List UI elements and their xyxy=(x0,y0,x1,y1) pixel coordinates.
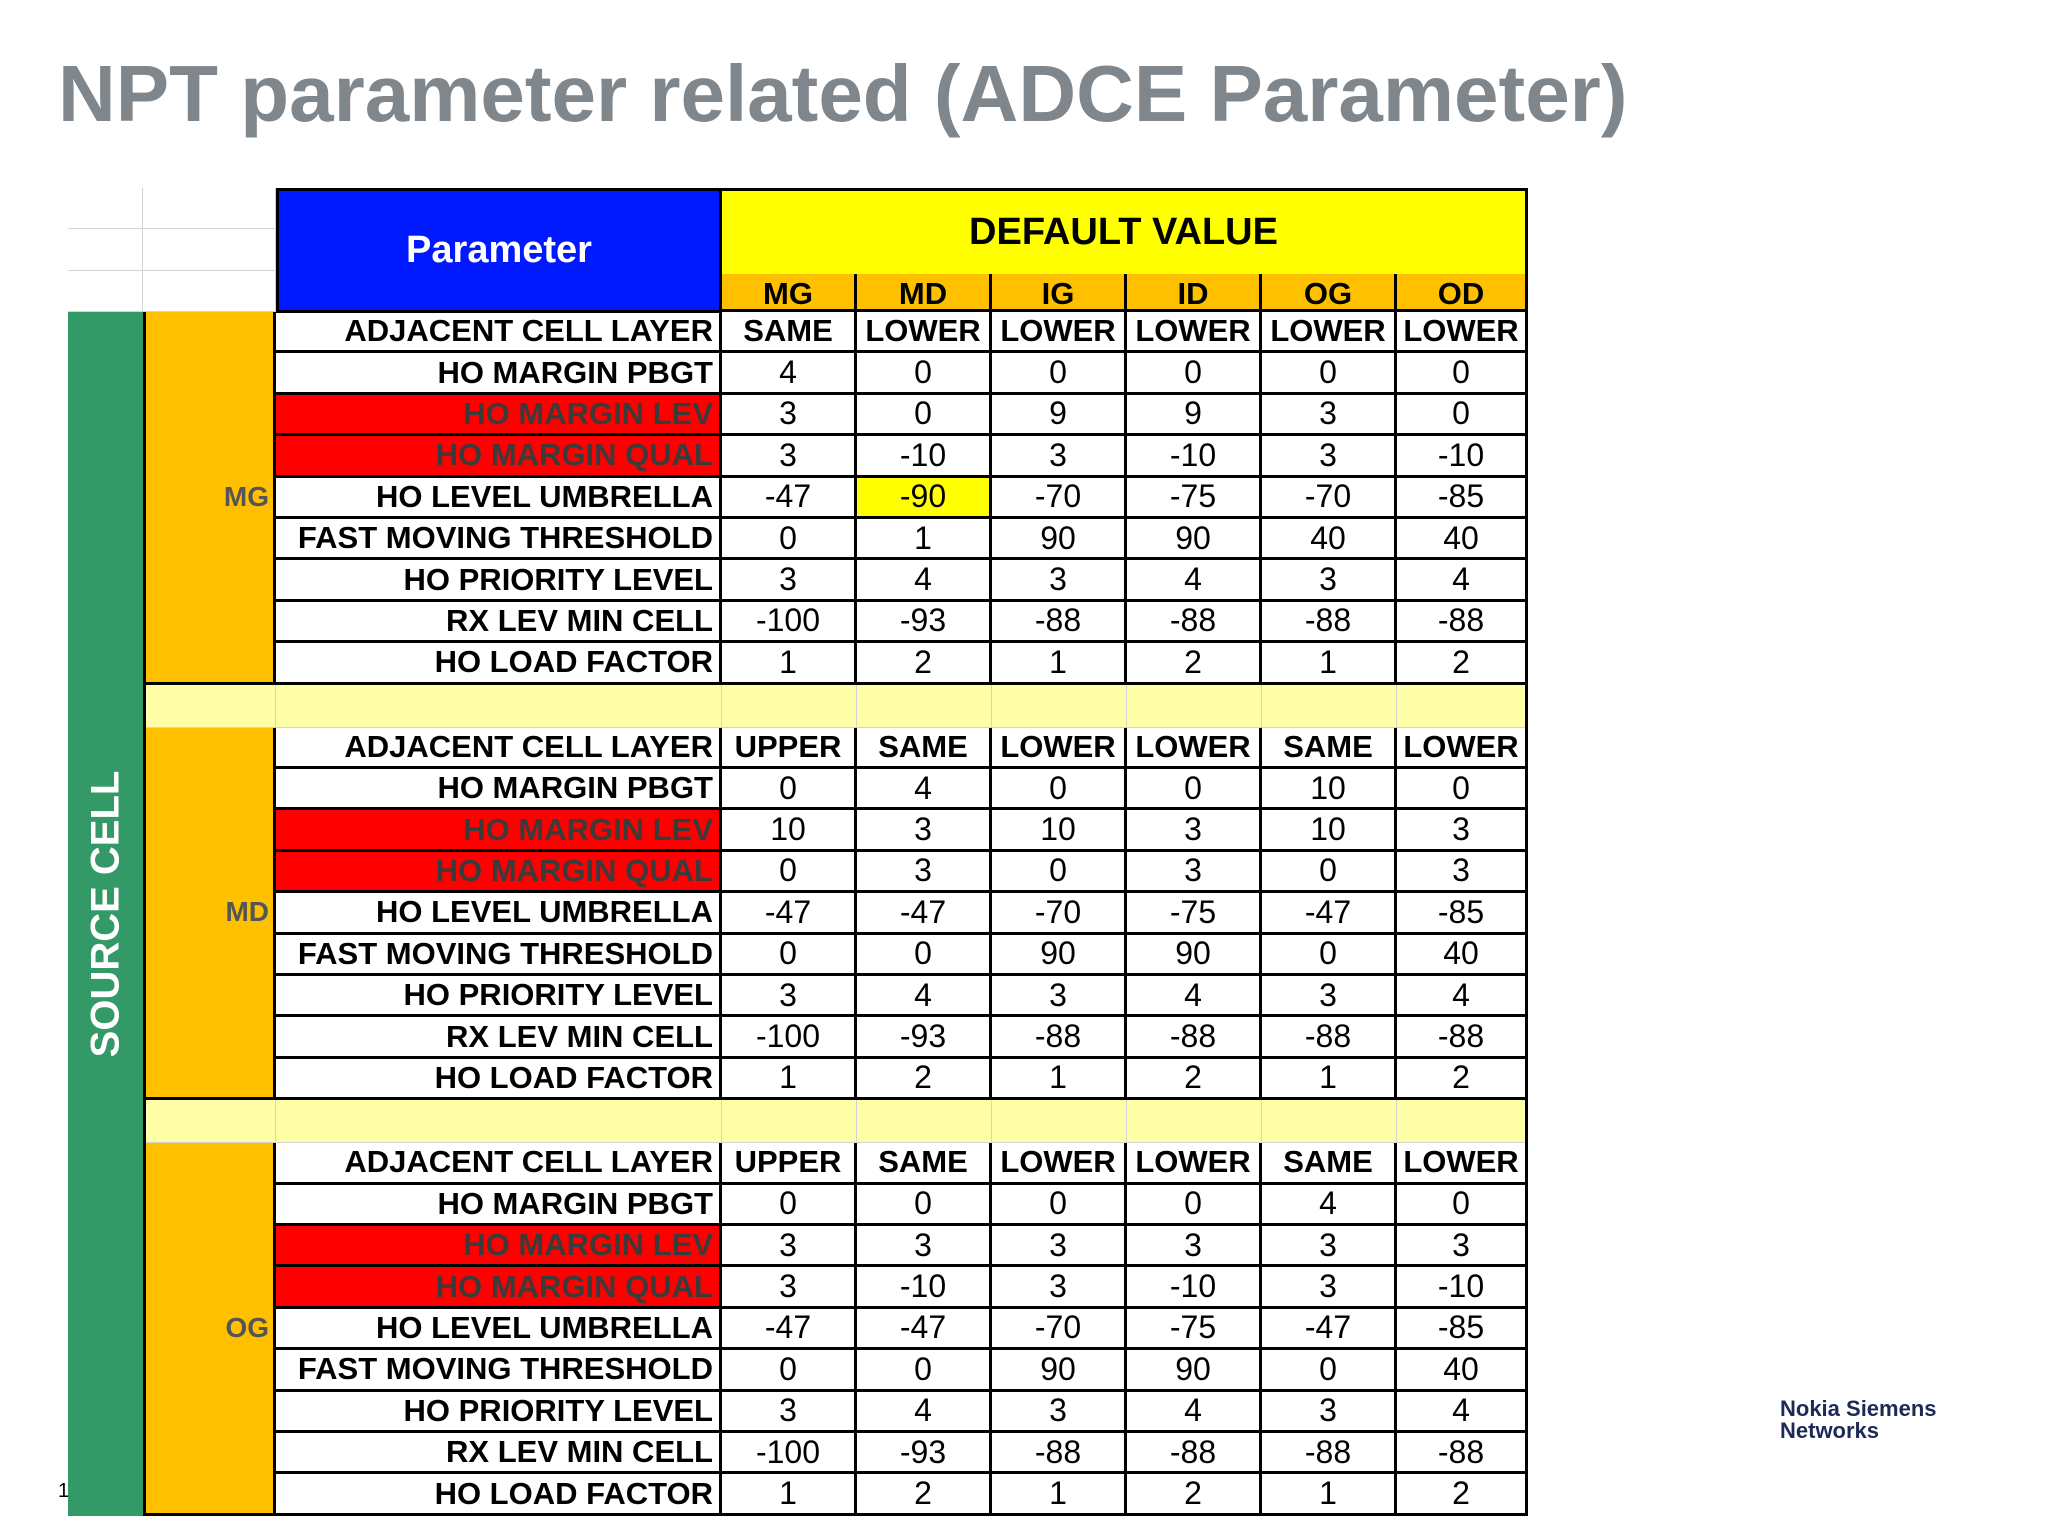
separator-cell xyxy=(1397,1100,1528,1143)
row-label: HO MARGIN PBGT xyxy=(276,769,722,810)
value-cell: 40 xyxy=(1397,519,1528,560)
value-cell: 90 xyxy=(992,935,1127,976)
value-cell: 0 xyxy=(1262,935,1397,976)
value-cell: -88 xyxy=(1127,602,1262,643)
row-label: HO LEVEL UMBRELLA xyxy=(276,893,722,934)
value-cell: 2 xyxy=(1127,1059,1262,1100)
value-cell: 4 xyxy=(1397,976,1528,1017)
value-cell: -85 xyxy=(1397,478,1528,519)
value-cell: 0 xyxy=(857,1350,992,1391)
value-cell: 3 xyxy=(1262,1392,1397,1433)
group-label-md: MD xyxy=(143,728,276,1101)
source-cell-column xyxy=(68,312,146,1516)
value-cell: 0 xyxy=(992,769,1127,810)
value-cell: SAME xyxy=(1262,728,1397,769)
value-cell: SAME xyxy=(1262,1143,1397,1184)
value-cell: -70 xyxy=(1262,478,1397,519)
value-cell: -70 xyxy=(992,1309,1127,1350)
separator-cell xyxy=(276,685,722,728)
page-number: 1 xyxy=(58,1480,70,1502)
value-cell: LOWER xyxy=(1397,1143,1528,1184)
value-cell: SAME xyxy=(722,312,857,353)
value-cell: 0 xyxy=(722,1350,857,1391)
value-cell: -47 xyxy=(722,1309,857,1350)
row-label: HO PRIORITY LEVEL xyxy=(276,976,722,1017)
row-label: HO MARGIN PBGT xyxy=(276,1185,722,1226)
value-cell: 9 xyxy=(1127,395,1262,436)
logo-line-2: Networks xyxy=(1780,1418,1880,1443)
slide-title: NPT parameter related (ADCE Parameter) xyxy=(58,49,1628,138)
value-cell: 3 xyxy=(1262,395,1397,436)
row-label: FAST MOVING THRESHOLD xyxy=(276,519,722,560)
value-cell: 3 xyxy=(722,1392,857,1433)
value-cell: 3 xyxy=(857,1226,992,1267)
value-cell: LOWER xyxy=(992,1143,1127,1184)
value-cell: 0 xyxy=(1397,353,1528,394)
column-header-ig: IG xyxy=(992,274,1127,312)
separator-cell xyxy=(276,1100,722,1143)
separator-cell xyxy=(722,1100,857,1143)
value-cell: LOWER xyxy=(1397,728,1528,769)
group-label-og: OG xyxy=(143,1143,276,1516)
company-logo xyxy=(1765,1390,2005,1520)
value-cell: 4 xyxy=(857,1392,992,1433)
value-cell: 10 xyxy=(992,810,1127,851)
row-label: RX LEV MIN CELL xyxy=(276,1017,722,1058)
value-cell: 90 xyxy=(1127,519,1262,560)
row-label: HO LOAD FACTOR xyxy=(276,1474,722,1515)
separator-cell xyxy=(992,1100,1127,1143)
value-cell: 1 xyxy=(722,1474,857,1515)
empty-grid-cell xyxy=(68,188,143,229)
separator-cell xyxy=(1262,1100,1397,1143)
value-cell: 3 xyxy=(1262,560,1397,601)
value-cell: 90 xyxy=(1127,935,1262,976)
separator-cell xyxy=(1262,685,1397,728)
value-cell: LOWER xyxy=(992,312,1127,353)
value-cell: -10 xyxy=(1397,436,1528,477)
value-cell: 1 xyxy=(722,643,857,684)
value-cell: 3 xyxy=(722,1267,857,1308)
value-cell: LOWER xyxy=(1127,312,1262,353)
value-cell: 9 xyxy=(992,395,1127,436)
value-cell: 0 xyxy=(857,935,992,976)
value-cell: 0 xyxy=(722,935,857,976)
value-cell: 90 xyxy=(1127,1350,1262,1391)
row-label: HO MARGIN PBGT xyxy=(276,353,722,394)
row-label: HO MARGIN QUAL xyxy=(276,1267,722,1308)
value-cell: -10 xyxy=(1127,1267,1262,1308)
value-cell: LOWER xyxy=(1127,1143,1262,1184)
value-cell: 4 xyxy=(857,769,992,810)
value-cell: 0 xyxy=(992,353,1127,394)
value-cell: -88 xyxy=(1262,602,1397,643)
logo-text xyxy=(1780,1398,1937,1442)
row-label: ADJACENT CELL LAYER xyxy=(276,728,722,769)
value-cell: 3 xyxy=(1127,852,1262,893)
value-cell: 1 xyxy=(992,1474,1127,1515)
value-cell: 2 xyxy=(1397,643,1528,684)
value-cell: 3 xyxy=(1397,810,1528,851)
empty-grid-cell xyxy=(68,271,143,312)
value-cell: 10 xyxy=(1262,810,1397,851)
row-label: HO PRIORITY LEVEL xyxy=(276,1392,722,1433)
row-label: FAST MOVING THRESHOLD xyxy=(276,1350,722,1391)
separator-cell xyxy=(992,685,1127,728)
value-cell: 3 xyxy=(1262,1267,1397,1308)
row-label: FAST MOVING THRESHOLD xyxy=(276,935,722,976)
value-cell: LOWER xyxy=(1397,312,1528,353)
value-cell: 0 xyxy=(722,769,857,810)
row-label: HO MARGIN QUAL xyxy=(276,852,722,893)
separator-cell xyxy=(1127,1100,1262,1143)
value-cell: -88 xyxy=(992,602,1127,643)
default-value-header: DEFAULT VALUE xyxy=(722,188,1528,274)
value-cell: -47 xyxy=(857,893,992,934)
separator-cell xyxy=(1127,685,1262,728)
value-cell: -88 xyxy=(1397,1433,1528,1474)
value-cell: 2 xyxy=(1127,1474,1262,1515)
value-cell: 3 xyxy=(722,436,857,477)
value-cell: 0 xyxy=(1262,1350,1397,1391)
value-cell: 4 xyxy=(722,353,857,394)
value-cell: -70 xyxy=(992,893,1127,934)
value-cell: 3 xyxy=(1262,976,1397,1017)
value-cell: SAME xyxy=(857,728,992,769)
value-cell: 40 xyxy=(1397,1350,1528,1391)
value-cell: 0 xyxy=(1397,395,1528,436)
value-cell: 3 xyxy=(992,976,1127,1017)
parameter-header: Parameter xyxy=(276,188,722,313)
empty-grid-cell xyxy=(143,271,276,312)
value-cell: 0 xyxy=(1397,1185,1528,1226)
value-cell: 1 xyxy=(857,519,992,560)
column-header-mg: MG xyxy=(722,274,857,312)
row-label: RX LEV MIN CELL xyxy=(276,1433,722,1474)
column-header-od: OD xyxy=(1397,274,1528,312)
value-cell: 3 xyxy=(857,852,992,893)
empty-grid-cell xyxy=(143,188,276,229)
value-cell: 4 xyxy=(857,976,992,1017)
value-cell: -10 xyxy=(1127,436,1262,477)
value-cell: -88 xyxy=(1397,1017,1528,1058)
value-cell: 10 xyxy=(1262,769,1397,810)
value-cell: -88 xyxy=(1127,1433,1262,1474)
value-cell: 0 xyxy=(1127,353,1262,394)
value-cell: 3 xyxy=(1262,1226,1397,1267)
value-cell: -75 xyxy=(1127,1309,1262,1350)
value-cell: 1 xyxy=(1262,643,1397,684)
value-cell: -88 xyxy=(1262,1433,1397,1474)
empty-grid-cell xyxy=(68,229,143,270)
value-cell: LOWER xyxy=(857,312,992,353)
row-label: HO LEVEL UMBRELLA xyxy=(276,1309,722,1350)
value-cell: 4 xyxy=(857,560,992,601)
value-cell: 3 xyxy=(722,976,857,1017)
value-cell: -100 xyxy=(722,1433,857,1474)
value-cell: 2 xyxy=(857,1059,992,1100)
value-cell: 1 xyxy=(992,643,1127,684)
value-cell: 4 xyxy=(1262,1185,1397,1226)
value-cell: 0 xyxy=(992,852,1127,893)
value-cell: 40 xyxy=(1397,935,1528,976)
value-cell: -88 xyxy=(1127,1017,1262,1058)
separator-cell xyxy=(143,1100,276,1143)
value-cell: UPPER xyxy=(722,1143,857,1184)
value-cell: 3 xyxy=(1127,1226,1262,1267)
row-label: ADJACENT CELL LAYER xyxy=(276,312,722,353)
value-cell: -47 xyxy=(857,1309,992,1350)
value-cell: 3 xyxy=(1262,436,1397,477)
row-label: HO PRIORITY LEVEL xyxy=(276,560,722,601)
value-cell: 2 xyxy=(1397,1474,1528,1515)
logo-line-1: Nokia Siemens xyxy=(1780,1396,1937,1421)
value-cell: 40 xyxy=(1262,519,1397,560)
value-cell: 4 xyxy=(1127,560,1262,601)
value-cell: 3 xyxy=(1397,852,1528,893)
separator-cell xyxy=(143,685,276,728)
separator-cell xyxy=(1397,685,1528,728)
value-cell: -47 xyxy=(722,478,857,519)
value-cell: -90 xyxy=(857,478,992,519)
table-right-border xyxy=(1525,188,1528,1516)
source-cell-label: SOURCE CELL xyxy=(83,770,127,1058)
value-cell: -47 xyxy=(722,893,857,934)
value-cell: 3 xyxy=(992,1226,1127,1267)
column-header-og: OG xyxy=(1262,274,1397,312)
value-cell: 0 xyxy=(722,1185,857,1226)
value-cell: -75 xyxy=(1127,893,1262,934)
value-cell: 3 xyxy=(722,560,857,601)
row-label: HO MARGIN QUAL xyxy=(276,436,722,477)
column-header-md: MD xyxy=(857,274,992,312)
value-cell: 4 xyxy=(1127,1392,1262,1433)
empty-grid-cell xyxy=(143,229,276,270)
value-cell: 2 xyxy=(1397,1059,1528,1100)
value-cell: 0 xyxy=(722,852,857,893)
value-cell: 3 xyxy=(992,1392,1127,1433)
value-cell: 4 xyxy=(1127,976,1262,1017)
value-cell: 3 xyxy=(992,560,1127,601)
value-cell: 3 xyxy=(857,810,992,851)
value-cell: 0 xyxy=(857,1185,992,1226)
value-cell: 1 xyxy=(1262,1474,1397,1515)
value-cell: 3 xyxy=(722,1226,857,1267)
value-cell: -93 xyxy=(857,1433,992,1474)
value-cell: -100 xyxy=(722,1017,857,1058)
row-label: HO LOAD FACTOR xyxy=(276,1059,722,1100)
value-cell: -100 xyxy=(722,602,857,643)
value-cell: LOWER xyxy=(1127,728,1262,769)
value-cell: -93 xyxy=(857,1017,992,1058)
value-cell: 2 xyxy=(857,1474,992,1515)
value-cell: -88 xyxy=(992,1433,1127,1474)
separator-cell xyxy=(857,1100,992,1143)
value-cell: 0 xyxy=(1127,1185,1262,1226)
value-cell: 3 xyxy=(1397,1226,1528,1267)
value-cell: 3 xyxy=(992,1267,1127,1308)
value-cell: -47 xyxy=(1262,893,1397,934)
value-cell: -85 xyxy=(1397,893,1528,934)
value-cell: 3 xyxy=(992,436,1127,477)
value-cell: -85 xyxy=(1397,1309,1528,1350)
value-cell: LOWER xyxy=(1262,312,1397,353)
value-cell: 1 xyxy=(722,1059,857,1100)
value-cell: 1 xyxy=(992,1059,1127,1100)
row-label: HO LEVEL UMBRELLA xyxy=(276,478,722,519)
value-cell: -10 xyxy=(857,436,992,477)
value-cell: 0 xyxy=(1397,769,1528,810)
value-cell: 10 xyxy=(722,810,857,851)
value-cell: -88 xyxy=(992,1017,1127,1058)
value-cell: 0 xyxy=(857,353,992,394)
group-label-mg: MG xyxy=(143,312,276,685)
value-cell: 0 xyxy=(1262,852,1397,893)
value-cell: UPPER xyxy=(722,728,857,769)
value-cell: SAME xyxy=(857,1143,992,1184)
row-label: RX LEV MIN CELL xyxy=(276,602,722,643)
column-header-id: ID xyxy=(1127,274,1262,312)
value-cell: 0 xyxy=(722,519,857,560)
value-cell: -88 xyxy=(1262,1017,1397,1058)
row-label: HO LOAD FACTOR xyxy=(276,643,722,684)
value-cell: 0 xyxy=(1262,353,1397,394)
value-cell: 0 xyxy=(857,395,992,436)
row-label: HO MARGIN LEV xyxy=(276,395,722,436)
value-cell: -10 xyxy=(857,1267,992,1308)
value-cell: 4 xyxy=(1397,1392,1528,1433)
value-cell: 0 xyxy=(992,1185,1127,1226)
value-cell: 2 xyxy=(857,643,992,684)
row-label: HO MARGIN LEV xyxy=(276,810,722,851)
value-cell: -93 xyxy=(857,602,992,643)
value-cell: 0 xyxy=(1127,769,1262,810)
value-cell: -10 xyxy=(1397,1267,1528,1308)
value-cell: 90 xyxy=(992,519,1127,560)
value-cell: 1 xyxy=(1262,1059,1397,1100)
value-cell: -75 xyxy=(1127,478,1262,519)
value-cell: -47 xyxy=(1262,1309,1397,1350)
separator-cell xyxy=(722,685,857,728)
row-label: HO MARGIN LEV xyxy=(276,1226,722,1267)
value-cell: 3 xyxy=(722,395,857,436)
value-cell: LOWER xyxy=(992,728,1127,769)
value-cell: 4 xyxy=(1397,560,1528,601)
value-cell: 90 xyxy=(992,1350,1127,1391)
parameter-table xyxy=(68,188,1528,1515)
value-cell: 2 xyxy=(1127,643,1262,684)
value-cell: -88 xyxy=(1397,602,1528,643)
value-cell: 3 xyxy=(1127,810,1262,851)
row-label: ADJACENT CELL LAYER xyxy=(276,1143,722,1184)
value-cell: -70 xyxy=(992,478,1127,519)
separator-cell xyxy=(857,685,992,728)
